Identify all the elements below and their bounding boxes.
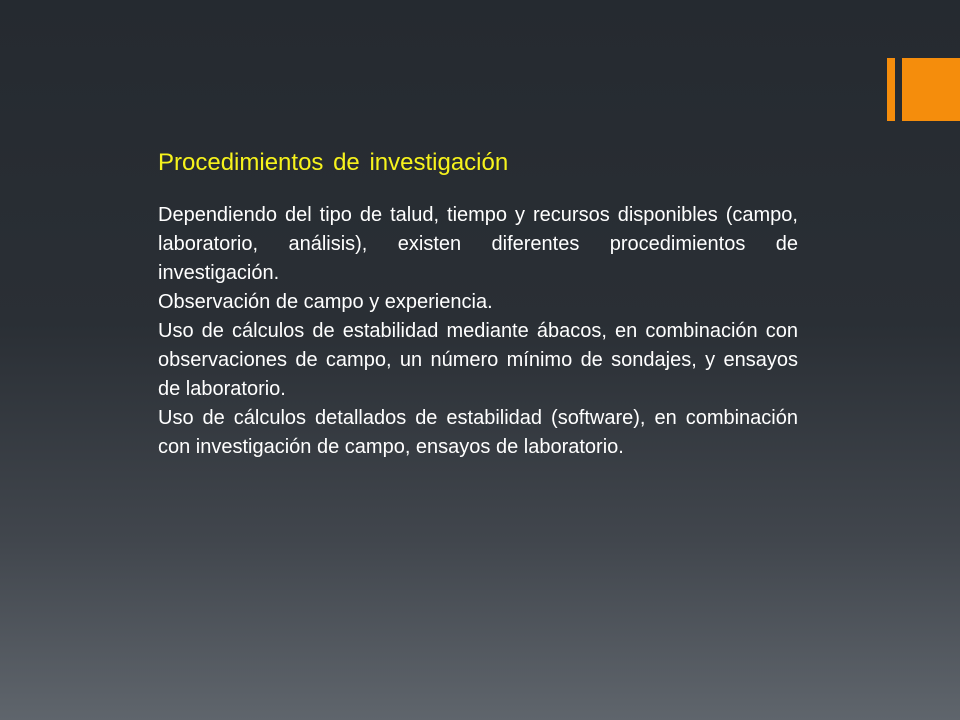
accent-bar-thick: [902, 58, 960, 121]
paragraph-observation: Observación de campo y experiencia.: [158, 291, 493, 313]
slide-title: Procedimientos de investigación: [158, 149, 509, 176]
paragraph-intro: Dependiendo del tipo de talud, tiempo y recursos disponibles (campo, laboratorio, análisis), existen diferentes procedimientos de investigación.: [158, 204, 798, 284]
paragraph-software: Uso de cálculos detallados de estabilidad (software), en combinación con investigación de campo, ensayos de laboratorio.: [158, 407, 798, 458]
paragraph-abacus: Uso de cálculos de estabilidad mediante ábacos, en combinación con observaciones de campo, un número mínimo de sondajes, y ensayos de laboratorio.: [158, 320, 798, 400]
accent-bar-thin: [887, 58, 895, 121]
slide-content: [158, 145, 798, 462]
